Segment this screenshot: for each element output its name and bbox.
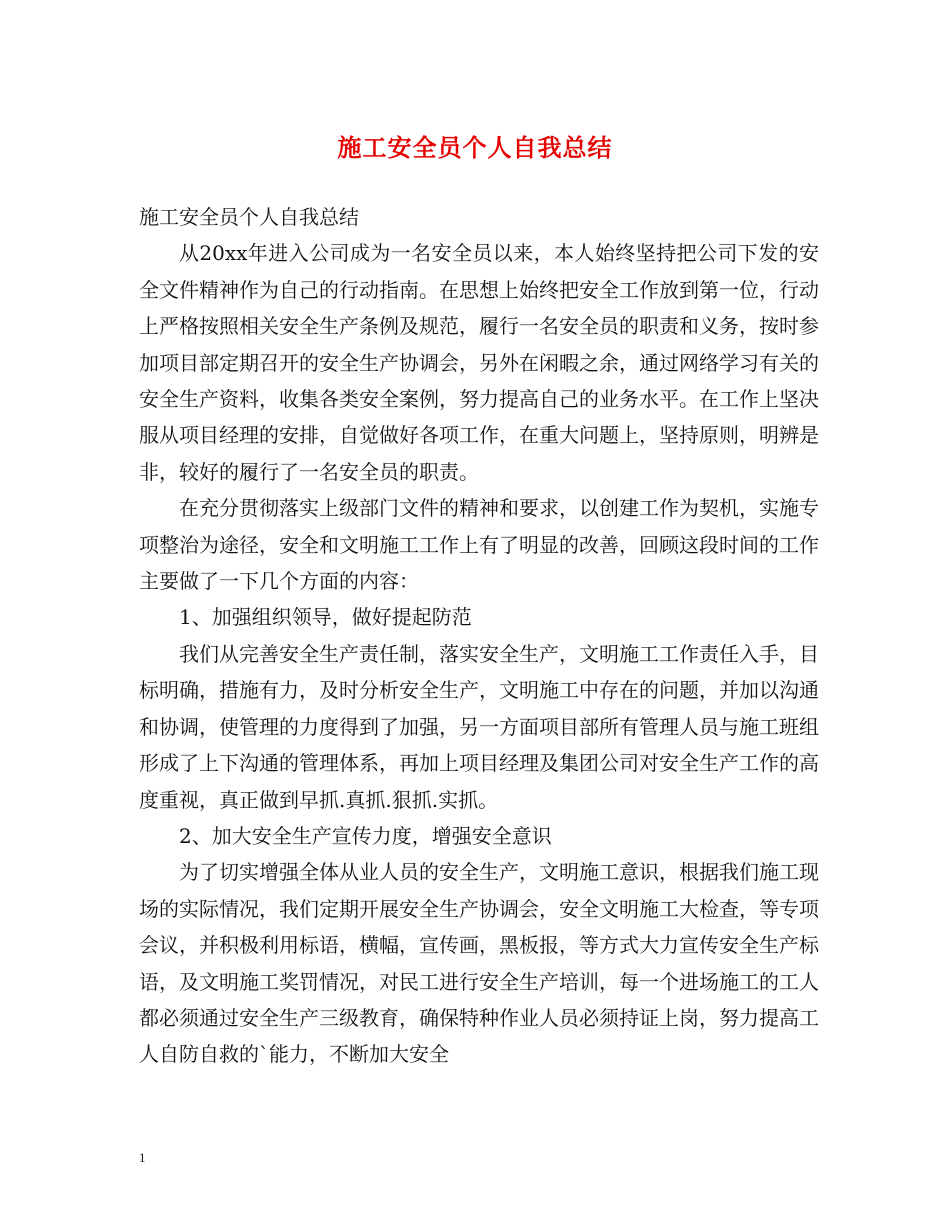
paragraph: 为了切实增强全体从业人员的安全生产，文明施工意识，根据我们施工现场的实际情况，我们定期开展安全生产协调会，安全文明施工大检查，等专项会议，并积极利用标语，横幅，宣传画，黑板报，等方式大力宣传安全生产标语，及文明施工奖罚情况，对民工进行安全生产培训，每一个进场施工的工人都必须通过安全生产三级教育，确保特种作业人员必须持证上岗，努力提高工人自防自救的`能力，不断加大安全 (139, 860, 819, 1067)
document-body (139, 199, 819, 1073)
section-heading: 1、加强组织领导，做好提起防范 (179, 605, 472, 630)
document-title: 施工安全员个人自我总结 (337, 133, 613, 162)
paragraph: 我们从完善安全生产责任制，落实安全生产，文明施工工作责任入手，目标明确，措施有力，及时分析安全生产，文明施工中存在的问题，并加以沟通和协调，使管理的力度得到了加强，另一方面项目部所有管理人员与施工班组形成了上下沟通的管理体系，再加上项目经理及集团公司对安全生产工作的高度重视，真正做到早抓.真抓.狠抓.实抓。 (139, 641, 819, 812)
paragraph-heading: 施工安全员个人自我总结 (139, 205, 359, 229)
paragraph: 从20xx年进入公司成为一名安全员以来，本人始终坚持把公司下发的安全文件精神作为自己的行动指南。在思想上始终把安全工作放到第一位，行动上严格按照相关安全生产条例及规范，履行一名安全员的职责和义务，按时参加项目部定期召开的安全生产协调会，另外在闲暇之余，通过网络学习有关的安全生产资料，收集各类安全案例，努力提高自己的业务水平。在工作上坚决服从项目经理的安排，自觉做好各项工作，在重大问题上，坚持原则，明辨是非，较好的履行了一名安全员的职责。 (139, 241, 819, 484)
page-number: 1 (139, 1150, 146, 1165)
paragraph: 在充分贯彻落实上级部门文件的精神和要求，以创建工作为契机，实施专项整治为途径，安全和文明施工工作上有了明显的改善，回顾这段时间的工作主要做了一下几个方面的内容： (139, 496, 819, 594)
section-heading: 2、加大安全生产宣传力度，增强安全意识 (179, 823, 552, 848)
